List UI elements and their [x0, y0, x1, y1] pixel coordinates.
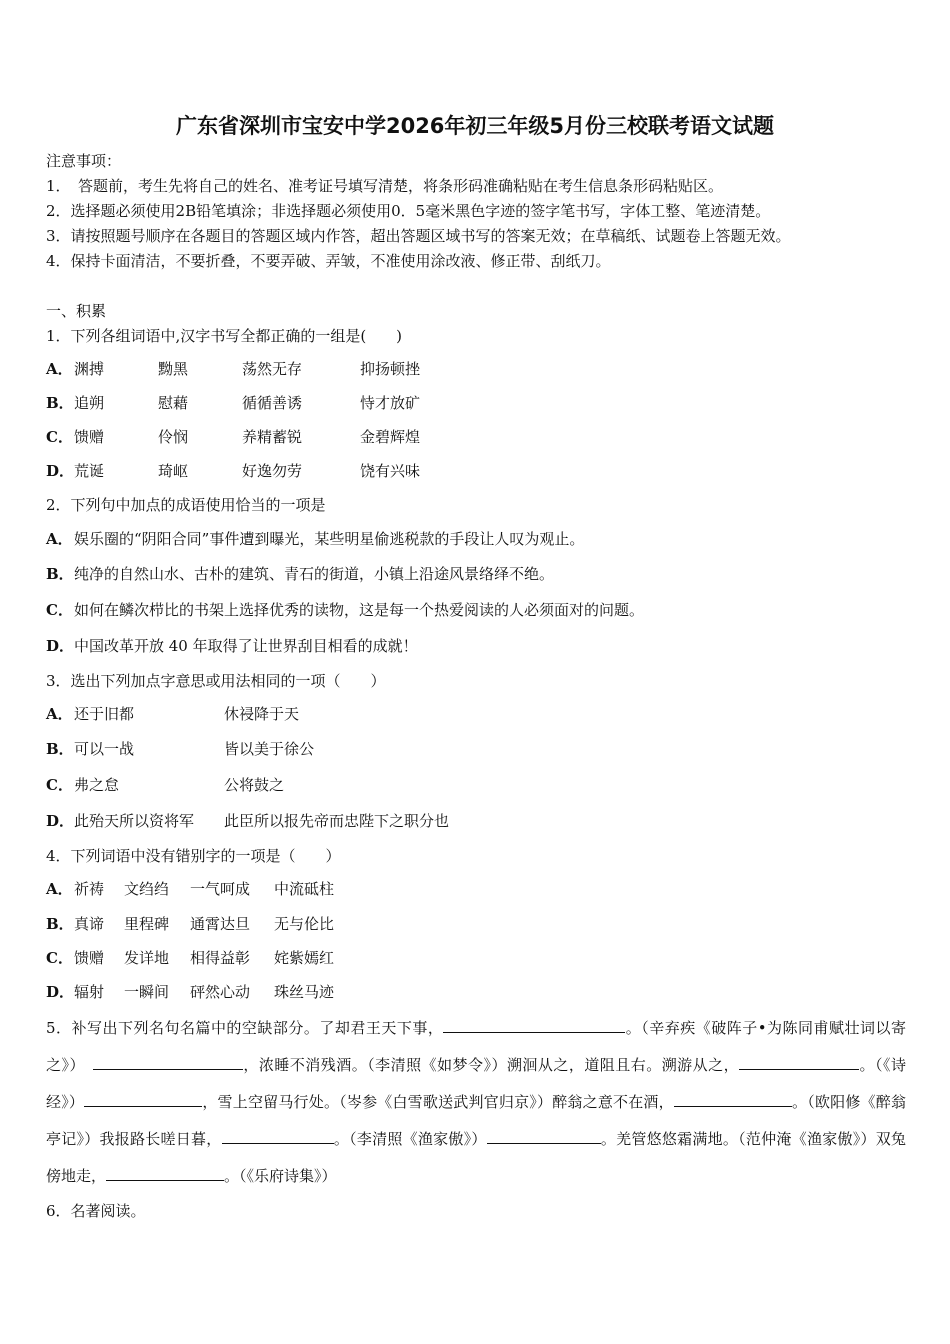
option-word: 馈赠 [74, 949, 105, 967]
option-text: 此臣所以报先帝而忠陛下之职分也 [224, 812, 450, 830]
option-label: D． [46, 637, 75, 655]
option-word: 黝黑 [158, 360, 189, 378]
option-word: 琦岖 [158, 462, 189, 480]
question-5-text: 。（李清照《渔家傲》） [333, 1130, 487, 1148]
question-3-option-c [46, 775, 284, 795]
option-word: 祈祷 [74, 880, 105, 898]
option-text: 中国改革开放 40 年取得了让世界刮目相看的成就！ [74, 637, 418, 655]
option-word: 相得益彰 [190, 949, 251, 967]
option-word: 里程碑 [124, 915, 170, 933]
section-heading: 一、积累 [46, 302, 107, 320]
option-word: 好逸勿劳 [242, 462, 303, 480]
option-label: D． [46, 462, 75, 480]
question-4-option-b [46, 914, 334, 934]
option-text: 此殆天所以资将军 [74, 812, 195, 830]
question-5-text: 。（辛弃疾《破阵子•为陈同甫赋壮词以寄之》） [46, 1019, 906, 1074]
option-text: 休祲降于天 [224, 705, 300, 723]
option-text: 娱乐圈的“阴阳合同”事件遭到曝光，某些明星偷逃税款的手段让人叹为观止。 [74, 530, 585, 548]
page-title: 广东省深圳市宝安中学2026年初三年级5月份三校联考语文试题 [175, 114, 775, 138]
answer-blank[interactable] [674, 1090, 792, 1107]
option-label: C． [46, 428, 73, 446]
notice-item: 1． 答题前，考生先将自己的姓名、准考证号填写清楚，将条形码准确粘贴在考生信息条形码粘贴区。 [46, 177, 724, 195]
notice-heading: 注意事项： [46, 152, 122, 170]
option-word: 荒诞 [74, 462, 105, 480]
option-label: A． [46, 530, 73, 548]
option-word: 文绉绉 [124, 880, 170, 898]
option-label: D． [46, 983, 75, 1001]
question-5 [46, 1010, 906, 1195]
notice-item: 2．选择题必须使用2B铅笔填涂；非选择题必须使用0．5毫米黑色字迹的签字笔书写，字体工整、笔迹清楚。 [46, 202, 771, 220]
option-label: B． [46, 394, 74, 412]
option-word: 中流砥柱 [274, 880, 335, 898]
option-text: 纯净的自然山水、古朴的建筑、青石的街道，小镇上沿途风景络绎不绝。 [74, 565, 555, 583]
answer-blank[interactable] [222, 1127, 334, 1144]
answer-blank[interactable] [84, 1090, 202, 1107]
answer-blank[interactable] [443, 1016, 625, 1033]
option-label: A． [46, 705, 73, 723]
option-word: 伶悯 [158, 428, 189, 446]
option-word: 慰藉 [158, 394, 189, 412]
question-5-text: 。（《乐府诗集》） [224, 1167, 337, 1185]
question-4-option-d [46, 982, 334, 1002]
question-4-option-a [46, 879, 334, 899]
option-text: 弗之怠 [74, 776, 120, 794]
question-3-option-d [46, 811, 449, 831]
answer-blank[interactable] [93, 1053, 243, 1070]
option-label: C． [46, 949, 73, 967]
question-2-option-d [46, 636, 418, 656]
question-5-text: 。羌管悠悠霜满地。（范仲淹《渔家傲》）双兔傍地走， [46, 1130, 906, 1185]
option-label: D． [46, 812, 75, 830]
question-3-option-a [46, 704, 299, 724]
option-text: 还于旧都 [74, 705, 135, 723]
question-3-stem: 3．选出下列加点字意思或用法相同的一项（ ） [46, 672, 386, 690]
option-label: C． [46, 776, 73, 794]
question-4-stem: 4．下列词语中没有错别字的一项是（ ） [46, 847, 341, 865]
question-5-text: ，浓睡不消残酒。（李清照《如梦令》）溯洄从之，道阻且右。溯游从之， [242, 1056, 740, 1074]
option-word: 循循善诱 [242, 394, 303, 412]
option-word: 荡然无存 [242, 360, 303, 378]
option-word: 养精蓄锐 [242, 428, 303, 446]
question-1-stem: 1．下列各组词语中,汉字书写全都正确的一组是( ) [46, 327, 403, 345]
option-label: B． [46, 740, 74, 758]
option-word: 珠丝马迹 [274, 983, 335, 1001]
question-5-text: 。（欧阳修《醉翁亭记》）我报路长嗟日暮， [46, 1093, 906, 1148]
option-word: 渊搏 [74, 360, 105, 378]
option-word: 通霄达旦 [190, 915, 251, 933]
option-word: 发详地 [124, 949, 170, 967]
option-label: A． [46, 360, 73, 378]
option-label: B． [46, 915, 74, 933]
question-1-option-d [46, 461, 420, 481]
answer-blank[interactable] [106, 1164, 224, 1181]
option-word: 馈赠 [74, 428, 105, 446]
option-word: 抑扬顿挫 [360, 360, 421, 378]
option-word: 姹紫嫣红 [274, 949, 335, 967]
option-word: 无与伦比 [274, 915, 335, 933]
option-word: 一瞬间 [124, 983, 170, 1001]
question-2-option-c [46, 600, 644, 620]
question-5-text: 。（《诗经》） [46, 1056, 906, 1111]
question-1-option-b [46, 393, 420, 413]
question-4-option-c [46, 948, 334, 968]
question-2-option-b [46, 564, 554, 584]
option-word: 恃才放矿 [360, 394, 421, 412]
question-2-stem: 2．下列句中加点的成语使用恰当的一项是 [46, 496, 326, 514]
option-word: 砰然心动 [190, 983, 251, 1001]
answer-blank[interactable] [487, 1127, 601, 1144]
option-text: 可以一战 [74, 740, 135, 758]
option-word: 真谛 [74, 915, 105, 933]
question-3-option-b [46, 739, 314, 759]
option-label: C． [46, 601, 73, 619]
answer-blank[interactable] [739, 1053, 859, 1070]
option-word: 追朔 [74, 394, 105, 412]
option-label: A． [46, 880, 73, 898]
option-word: 饶有兴味 [360, 462, 421, 480]
question-5-text: 5．补写出下列名句名篇中的空缺部分。了却君王天下事， [46, 1019, 444, 1037]
option-word: 金碧辉煌 [360, 428, 421, 446]
notice-item: 3．请按照题号顺序在各题目的答题区域内作答，超出答题区域书写的答案无效；在草稿纸、试题卷上答题无效。 [46, 227, 791, 245]
option-text: 皆以美于徐公 [224, 740, 315, 758]
question-2-option-a [46, 529, 584, 549]
notice-item: 4．保持卡面清洁，不要折叠，不要弄破、弄皱，不准使用涂改液、修正带、刮纸刀。 [46, 252, 611, 270]
option-word: 辐射 [74, 983, 105, 1001]
question-1-option-c [46, 427, 420, 447]
question-5-text: ，雪上空留马行处。（岑参《白雪歌送武判官归京》）醉翁之意不在酒， [202, 1093, 674, 1111]
question-1-option-a [46, 359, 420, 379]
option-text: 公将鼓之 [224, 776, 285, 794]
option-text: 如何在鳞次栉比的书架上选择优秀的读物，这是每一个热爱阅读的人必须面对的问题。 [74, 601, 645, 619]
option-word: 一气呵成 [190, 880, 251, 898]
option-label: B． [46, 565, 74, 583]
question-6-stem: 6．名著阅读。 [46, 1202, 146, 1220]
